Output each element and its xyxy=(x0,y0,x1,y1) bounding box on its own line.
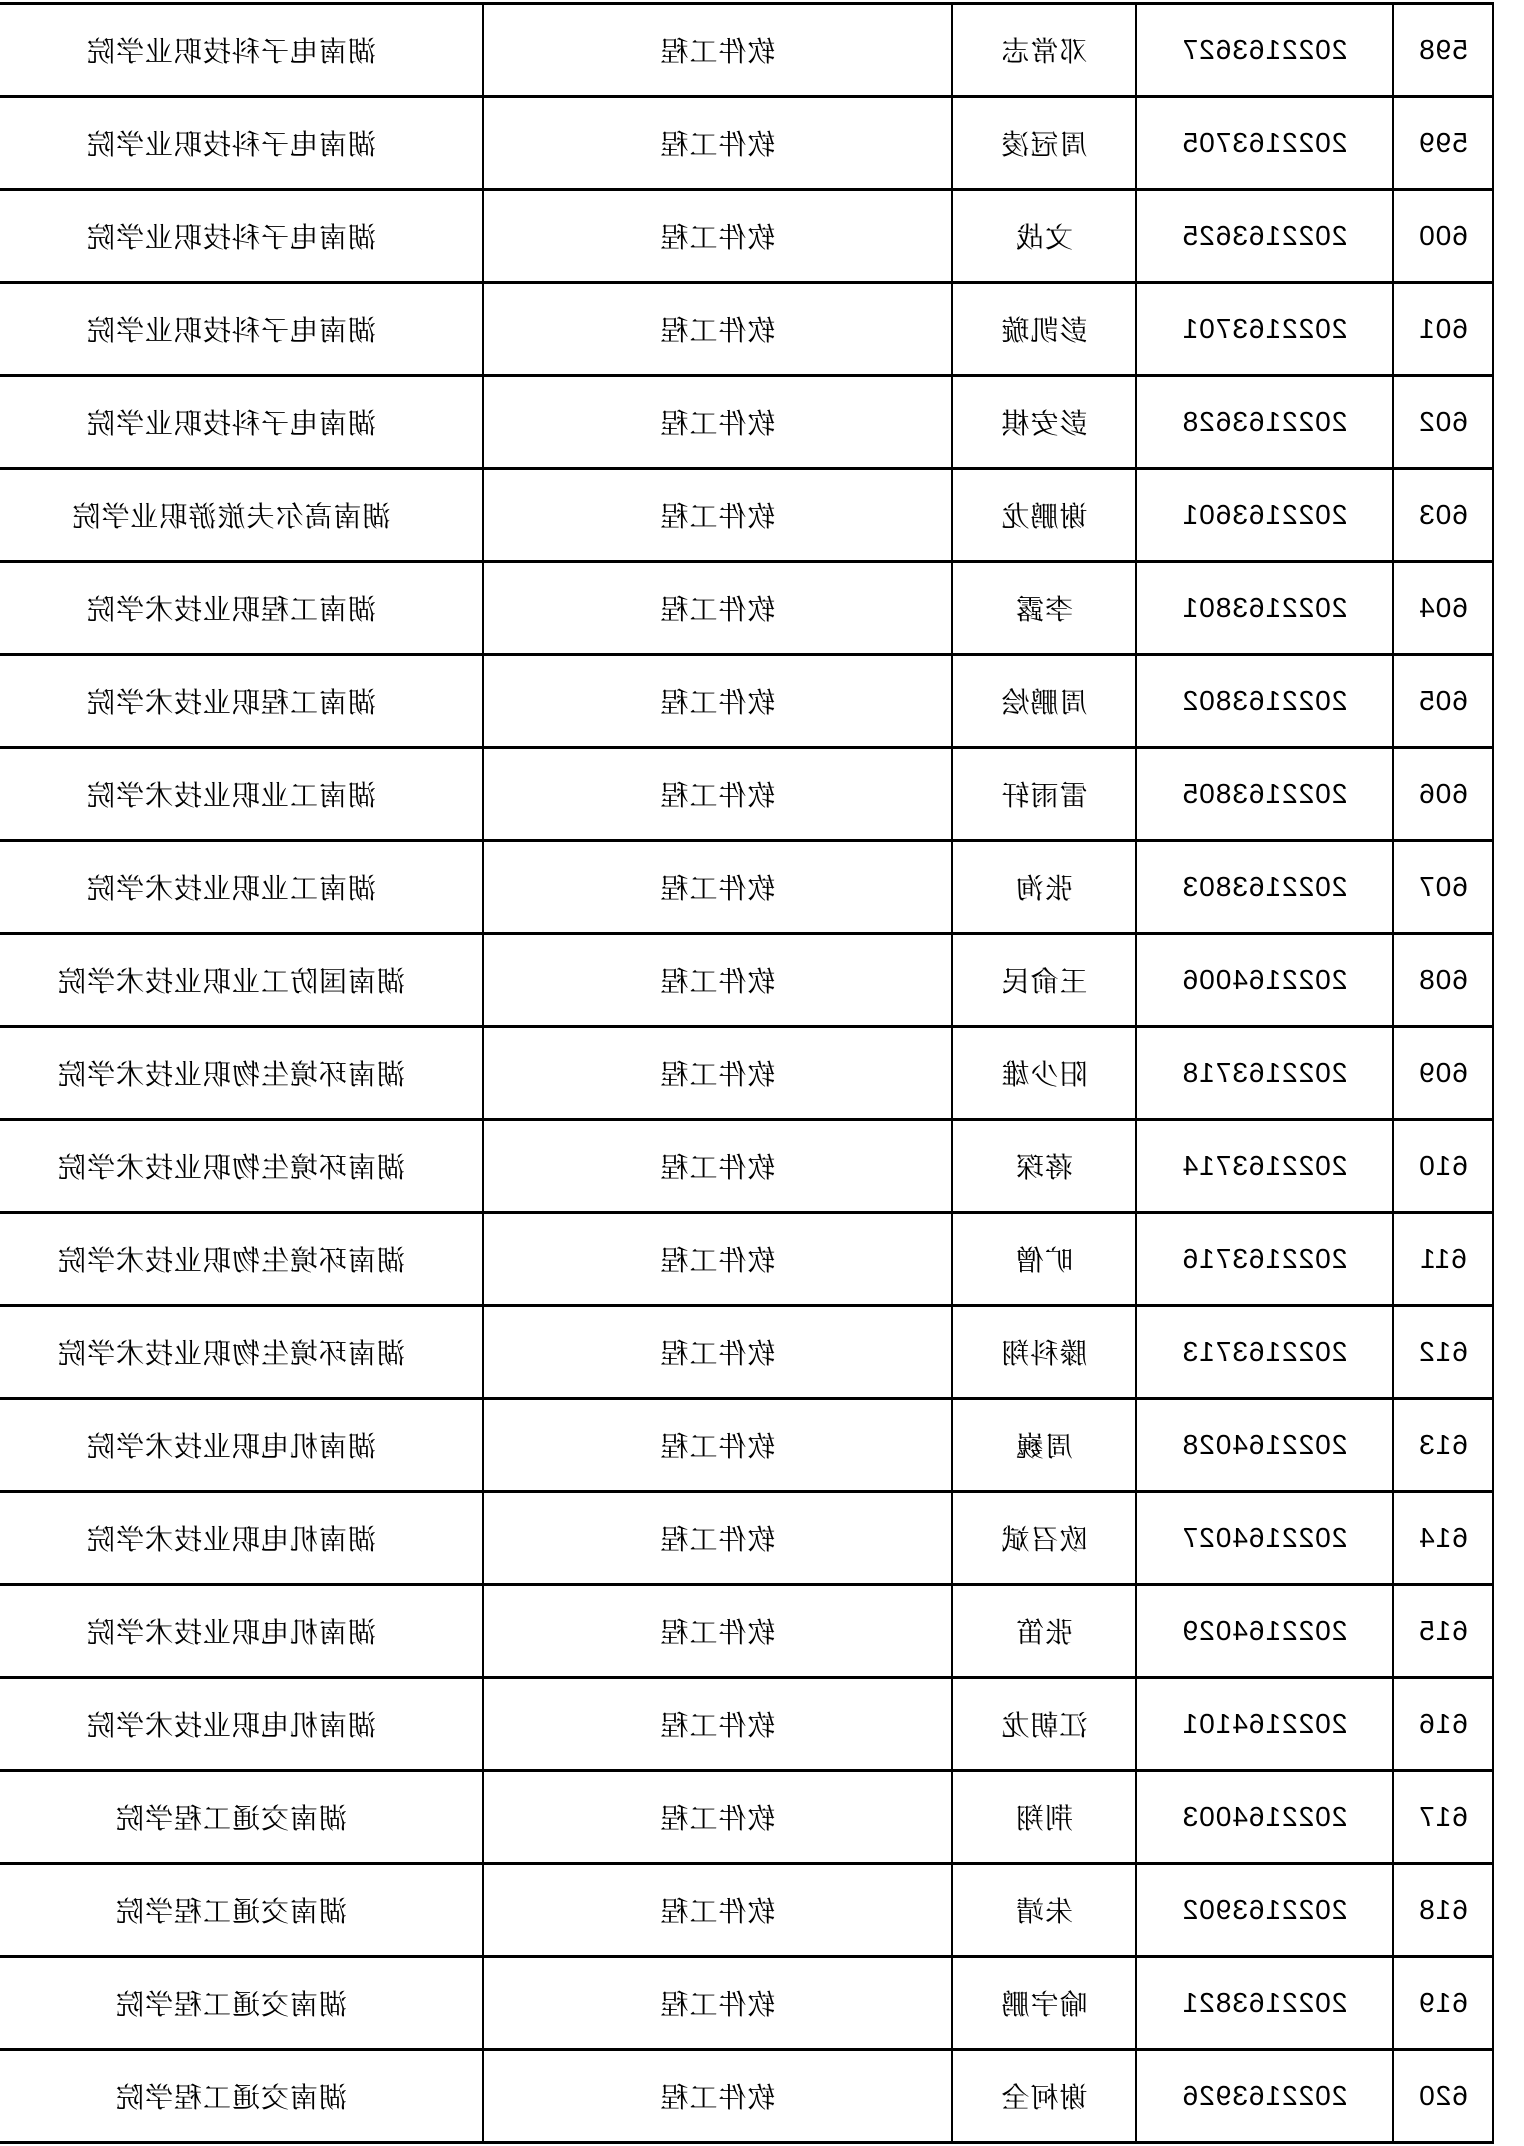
school-cell: 湖南高尔夫旅游职业学院 xyxy=(0,469,483,562)
table-row xyxy=(0,2050,1493,2143)
student-name-cell: 周冠凌 xyxy=(952,97,1136,190)
row-number-cell: 608 xyxy=(1393,934,1493,1027)
school-cell: 湖南电子科技职业学院 xyxy=(0,283,483,376)
student-name-cell: 文战 xyxy=(952,190,1136,283)
school-cell: 湖南电子科技职业学院 xyxy=(0,376,483,469)
major-cell: 软件工程 xyxy=(483,1492,952,1585)
major-cell: 软件工程 xyxy=(483,1585,952,1678)
student-name-cell: 谢鹏龙 xyxy=(952,469,1136,562)
school-cell: 湖南环境生物职业技术学院 xyxy=(0,1213,483,1306)
major-cell: 软件工程 xyxy=(483,1399,952,1492)
table-row xyxy=(0,1585,1493,1678)
major-cell: 软件工程 xyxy=(483,1120,952,1213)
student-name-cell: 雷雨轩 xyxy=(952,748,1136,841)
school-cell: 湖南电子科技职业学院 xyxy=(0,97,483,190)
student-id-cell: 2022163821 xyxy=(1136,1957,1393,2050)
student-id-cell: 2022163805 xyxy=(1136,748,1393,841)
row-number-cell: 620 xyxy=(1393,2050,1493,2143)
student-name-cell: 荆翔 xyxy=(952,1771,1136,1864)
student-id-cell: 2022163705 xyxy=(1136,97,1393,190)
table-row xyxy=(0,655,1493,748)
student-id-cell: 2022163625 xyxy=(1136,190,1393,283)
school-cell: 湖南工业职业技术学院 xyxy=(0,841,483,934)
student-id-cell: 2022163714 xyxy=(1136,1120,1393,1213)
major-cell: 软件工程 xyxy=(483,4,952,97)
student-name-cell: 彭凯璇 xyxy=(952,283,1136,376)
school-cell: 湖南工程职业技术学院 xyxy=(0,562,483,655)
major-cell: 软件工程 xyxy=(483,748,952,841)
student-id-cell: 2022164006 xyxy=(1136,934,1393,1027)
row-number-cell: 599 xyxy=(1393,97,1493,190)
major-cell: 软件工程 xyxy=(483,97,952,190)
table-row xyxy=(0,1864,1493,1957)
student-name-cell: 喻宇鹏 xyxy=(952,1957,1136,2050)
table-row xyxy=(0,469,1493,562)
table-row xyxy=(0,1492,1493,1585)
student-name-cell: 张洵 xyxy=(952,841,1136,934)
major-cell: 软件工程 xyxy=(483,1864,952,1957)
table-row xyxy=(0,1399,1493,1492)
table-row xyxy=(0,4,1493,97)
student-name-cell: 彭安棋 xyxy=(952,376,1136,469)
major-cell: 软件工程 xyxy=(483,1213,952,1306)
school-cell: 湖南交通工程学院 xyxy=(0,1771,483,1864)
student-id-cell: 2022164101 xyxy=(1136,1678,1393,1771)
row-number-cell: 611 xyxy=(1393,1213,1493,1306)
school-cell: 湖南电子科技职业学院 xyxy=(0,4,483,97)
student-id-cell: 2022163701 xyxy=(1136,283,1393,376)
row-number-cell: 610 xyxy=(1393,1120,1493,1213)
row-number-cell: 617 xyxy=(1393,1771,1493,1864)
school-cell: 湖南交通工程学院 xyxy=(0,2050,483,2143)
student-id-cell: 2022164029 xyxy=(1136,1585,1393,1678)
school-cell: 湖南交通工程学院 xyxy=(0,1864,483,1957)
school-cell: 湖南机电职业技术学院 xyxy=(0,1678,483,1771)
student-name-cell: 阳少雄 xyxy=(952,1027,1136,1120)
student-id-cell: 2022164028 xyxy=(1136,1399,1393,1492)
student-id-cell: 2022163713 xyxy=(1136,1306,1393,1399)
table-row xyxy=(0,1771,1493,1864)
student-id-cell: 2022164027 xyxy=(1136,1492,1393,1585)
major-cell: 软件工程 xyxy=(483,283,952,376)
major-cell: 软件工程 xyxy=(483,1771,952,1864)
school-cell: 湖南环境生物职业技术学院 xyxy=(0,1120,483,1213)
student-table-body xyxy=(0,4,1493,2143)
school-cell: 湖南机电职业技术学院 xyxy=(0,1492,483,1585)
school-cell: 湖南环境生物职业技术学院 xyxy=(0,1306,483,1399)
major-cell: 软件工程 xyxy=(483,1306,952,1399)
student-name-cell: 王俞民 xyxy=(952,934,1136,1027)
row-number-cell: 605 xyxy=(1393,655,1493,748)
table-row xyxy=(0,1678,1493,1771)
row-number-cell: 614 xyxy=(1393,1492,1493,1585)
row-number-cell: 607 xyxy=(1393,841,1493,934)
major-cell: 软件工程 xyxy=(483,655,952,748)
major-cell: 软件工程 xyxy=(483,1027,952,1120)
student-id-cell: 2022163802 xyxy=(1136,655,1393,748)
table-row xyxy=(0,376,1493,469)
row-number-cell: 609 xyxy=(1393,1027,1493,1120)
student-name-cell: 旷僧 xyxy=(952,1213,1136,1306)
row-number-cell: 604 xyxy=(1393,562,1493,655)
table-row xyxy=(0,562,1493,655)
mirrored-content xyxy=(0,2,1524,2146)
school-cell: 湖南交通工程学院 xyxy=(0,1957,483,2050)
student-name-cell: 蒋琛 xyxy=(952,1120,1136,1213)
school-cell: 湖南国防工业职业技术学院 xyxy=(0,934,483,1027)
major-cell: 软件工程 xyxy=(483,190,952,283)
row-number-cell: 619 xyxy=(1393,1957,1493,2050)
table-row xyxy=(0,841,1493,934)
row-number-cell: 612 xyxy=(1393,1306,1493,1399)
row-number-cell: 603 xyxy=(1393,469,1493,562)
row-number-cell: 615 xyxy=(1393,1585,1493,1678)
student-name-cell: 周巍 xyxy=(952,1399,1136,1492)
row-number-cell: 600 xyxy=(1393,190,1493,283)
row-number-cell: 606 xyxy=(1393,748,1493,841)
table-row xyxy=(0,748,1493,841)
student-name-cell: 张笛 xyxy=(952,1585,1136,1678)
table-row xyxy=(0,1957,1493,2050)
major-cell: 软件工程 xyxy=(483,2050,952,2143)
major-cell: 软件工程 xyxy=(483,1678,952,1771)
student-id-cell: 2022163601 xyxy=(1136,469,1393,562)
student-id-cell: 2022163926 xyxy=(1136,2050,1393,2143)
student-name-cell: 朱靖 xyxy=(952,1864,1136,1957)
row-number-cell: 601 xyxy=(1393,283,1493,376)
school-cell: 湖南机电职业技术学院 xyxy=(0,1399,483,1492)
major-cell: 软件工程 xyxy=(483,841,952,934)
row-number-cell: 618 xyxy=(1393,1864,1493,1957)
table-row xyxy=(0,97,1493,190)
school-cell: 湖南工业职业技术学院 xyxy=(0,748,483,841)
student-name-cell: 江朝龙 xyxy=(952,1678,1136,1771)
major-cell: 软件工程 xyxy=(483,934,952,1027)
major-cell: 软件工程 xyxy=(483,469,952,562)
major-cell: 软件工程 xyxy=(483,1957,952,2050)
student-id-cell: 2022163801 xyxy=(1136,562,1393,655)
school-cell: 湖南工程职业技术学院 xyxy=(0,655,483,748)
student-name-cell: 滕科翔 xyxy=(952,1306,1136,1399)
student-name-cell: 邓常志 xyxy=(952,4,1136,97)
student-name-cell: 谢柯全 xyxy=(952,2050,1136,2143)
student-name-cell: 欧召斌 xyxy=(952,1492,1136,1585)
student-id-cell: 2022163628 xyxy=(1136,376,1393,469)
student-name-cell: 周鹏烩 xyxy=(952,655,1136,748)
row-number-cell: 598 xyxy=(1393,4,1493,97)
student-id-cell: 2022163902 xyxy=(1136,1864,1393,1957)
table-row xyxy=(0,1213,1493,1306)
student-id-cell: 2022164003 xyxy=(1136,1771,1393,1864)
major-cell: 软件工程 xyxy=(483,376,952,469)
table-row xyxy=(0,1120,1493,1213)
table-row xyxy=(0,1306,1493,1399)
student-id-cell: 2022163718 xyxy=(1136,1027,1393,1120)
table-row xyxy=(0,283,1493,376)
row-number-cell: 616 xyxy=(1393,1678,1493,1771)
row-number-cell: 602 xyxy=(1393,376,1493,469)
table-row xyxy=(0,934,1493,1027)
school-cell: 湖南电子科技职业学院 xyxy=(0,190,483,283)
student-name-cell: 李露 xyxy=(952,562,1136,655)
table-row xyxy=(0,1027,1493,1120)
student-id-cell: 2022163716 xyxy=(1136,1213,1393,1306)
school-cell: 湖南机电职业技术学院 xyxy=(0,1585,483,1678)
school-cell: 湖南环境生物职业技术学院 xyxy=(0,1027,483,1120)
row-number-cell: 613 xyxy=(1393,1399,1493,1492)
student-id-cell: 2022163803 xyxy=(1136,841,1393,934)
student-id-cell: 2022163627 xyxy=(1136,4,1393,97)
major-cell: 软件工程 xyxy=(483,562,952,655)
student-roster-table xyxy=(0,2,1494,2144)
table-row xyxy=(0,190,1493,283)
